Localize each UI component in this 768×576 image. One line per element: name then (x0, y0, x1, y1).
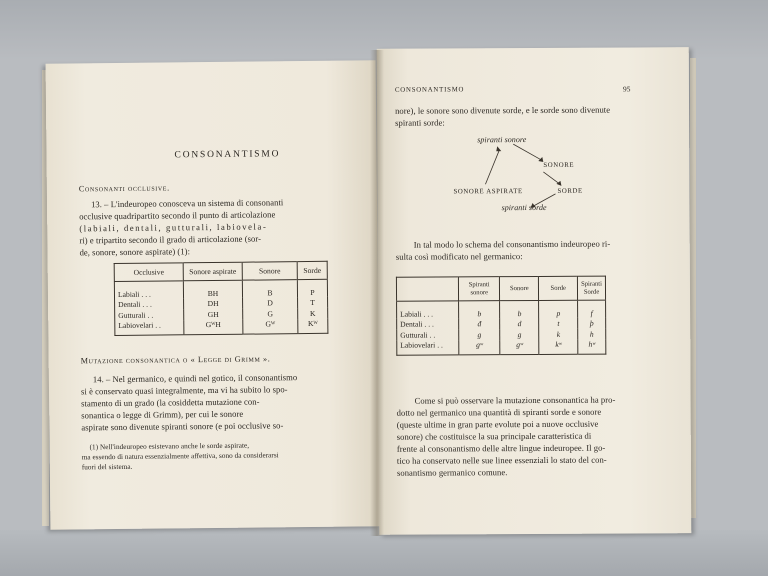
col-header-spiranti-sonore: Spiranti sonore (459, 277, 500, 301)
row-label: Gutturali . . (397, 329, 459, 340)
diagram-label-spiranti-sorde: spiranti sorde (501, 202, 547, 213)
row-label: Labiovelari . . (115, 320, 184, 335)
table-cell: p (539, 300, 578, 318)
final-line-2: dotto nel germanico una quantità di spiranti sorde e sonore (396, 406, 602, 418)
table-cell: gʷ (500, 340, 539, 355)
table-cell: P (310, 287, 315, 297)
intro-line-1: nore), le sonore sono divenute sorde, e le sorde sono divenute (395, 104, 611, 116)
col-header-sonore-aspirate: Sonore aspirate (183, 262, 242, 281)
diagram-label-sorde: SORDE (557, 187, 583, 195)
row-label: Labiovelari . . (397, 340, 459, 355)
table-cell: b (459, 301, 500, 319)
section-heading-occlusive: Consonanti occlusive. (78, 183, 170, 194)
para14-line-2: si è conservato quasi integralmente, ma vi ha subito lo spo- (80, 384, 288, 397)
table-cell: þ (589, 318, 594, 328)
background-bottom (0, 530, 768, 576)
col-header-sonore: Sonore (242, 262, 297, 281)
right-page-edges (690, 58, 696, 518)
col-header-sonore: Sonore (500, 276, 539, 300)
left-page (46, 60, 381, 529)
final-line-5: frente al consonantismo delle altre lingue indeuropee. Il go- (396, 442, 606, 454)
table-cell: B (242, 280, 297, 298)
table-cell: GᵂH (184, 320, 243, 335)
table-cell: Gᵂ (243, 319, 298, 334)
diagram-label-spiranti-sonore: spiranti sonore (477, 135, 527, 145)
para13-line-5: de, sonore, sonore aspirate) (1): (79, 246, 191, 258)
germanic-table (396, 276, 606, 356)
col-header-empty (396, 277, 458, 301)
table-cell: T (310, 297, 315, 307)
right-page (377, 47, 692, 535)
table-cell: gʷ (459, 340, 500, 355)
para13-line-2: occlusive quadripartito secondo il punto di articolazione (79, 209, 276, 222)
row-label: Labiali . . . (114, 281, 183, 299)
intro-line-2: spiranti sorde: (395, 117, 445, 128)
running-head: CONSONANTISMO (394, 86, 465, 94)
table-cell: d (500, 318, 539, 329)
para13-line-4: ri) e tripartito secondo il grado di articolazione (sor- (79, 233, 262, 246)
table-row (115, 319, 328, 336)
footnote-line-1: (1) Nell'indeuropeo esistevano anche le sorde aspirate, (89, 441, 250, 452)
occlusive-table (114, 261, 329, 336)
table-cell: đ (459, 318, 500, 329)
table-cell: g (500, 329, 539, 340)
final-line-6: tico ha conservato nelle sue linee essenziali lo stato del con- (396, 454, 607, 466)
schema-line-1: In tal modo lo schema del consonantismo indeuropeo ri- (413, 238, 611, 250)
table-cell: b (500, 300, 539, 318)
diagram-label-sonore-aspirate: SONORE ASPIRATE (453, 188, 523, 196)
para14-line-5: aspirate sono divenute spiranti sonore (e poi occlusive so- (81, 420, 284, 433)
col-header-occlusive: Occlusive (114, 263, 183, 282)
table-cell: Kᵂ (307, 318, 318, 329)
para14-line-1: 14. – Nel germanico, e quindi nel gotico, il consonantismo (92, 372, 298, 385)
chapter-title: CONSONANTISMO (174, 149, 281, 161)
table-cell: D (243, 297, 298, 309)
occlusive-table-header (114, 261, 327, 281)
final-line-4: sonore) che costituisce la sua principale caratteristica di (396, 430, 592, 442)
table-cell: h (589, 329, 594, 339)
table-cell: DH (184, 298, 243, 310)
diagram-label-sonore: SONORE (543, 161, 575, 169)
row-label: Gutturali . . (115, 309, 184, 321)
arrow-aspirate-to-spiranti-sonore (485, 150, 499, 184)
para14-line-3: stamento di un grado (la cosiddetta mutazione con- (81, 396, 260, 409)
schema-line-2: sulta così modificato nel germanico: (395, 251, 523, 262)
table-cell: G (243, 308, 298, 320)
col-header-sorde: Sorde (539, 276, 578, 300)
table-cell: t (539, 318, 578, 329)
final-line-7: sonantismo germanico comune. (396, 467, 508, 478)
table-cell: K (309, 308, 316, 318)
germanic-table-header (396, 276, 605, 301)
book-spine-shadow (370, 50, 384, 536)
col-header-sorde: Sorde (303, 265, 322, 276)
table-row (397, 340, 606, 356)
final-line-3: (queste ultime in gran parte evolute poi a nuove occlusive (396, 418, 599, 430)
table-cell: BH (183, 280, 242, 298)
para14-line-4: sonantica o legge di Grimm), per cui le sonore (81, 408, 244, 421)
table-row (114, 279, 327, 299)
table-cell: hʷ (588, 339, 596, 349)
page-number: 95 (622, 84, 631, 94)
table-cell: k (539, 329, 578, 340)
footnote-line-3: fuori del sistema. (81, 462, 133, 472)
row-label: Labiali . . . (397, 301, 459, 319)
table-row (397, 300, 606, 319)
row-label: Dentali . . . (397, 318, 459, 329)
para13-line-1: 13. – L'indeuropeo conosceva un sistema di consonanti (90, 197, 284, 210)
table-cell: kʷ (539, 340, 578, 355)
table-cell: f (590, 308, 593, 318)
arrowhead (496, 146, 501, 151)
table-cell: GH (184, 309, 243, 321)
diagram-arrows (377, 47, 690, 249)
table-cell: g (459, 329, 500, 340)
col-header-spiranti-sorde: Spiranti Sorde (581, 280, 602, 296)
para13-line-3: (labiali, dentali, gutturali, labiovela- (79, 221, 268, 234)
final-line-1: Come si può osservare la mutazione consonantica ha pro- (414, 394, 616, 406)
section-heading-grimm: Mutazione consonantica o « Legge di Grimm ». (80, 354, 271, 366)
row-label: Dentali . . . (115, 298, 184, 310)
arrow-sonore-to-sorde (543, 172, 559, 184)
footnote-line-2: ma essendo di natura essenzialmente affettiva, sono da considerarsi (81, 451, 279, 462)
